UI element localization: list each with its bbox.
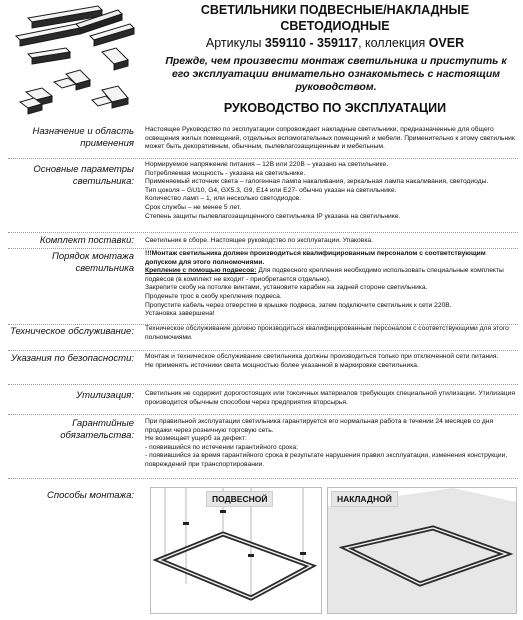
title-line-2: СВЕТОДИОДНЫЕ bbox=[280, 19, 390, 33]
mounting-label: Порядок монтажа светильника bbox=[51, 251, 134, 274]
mounting-text1: Для подвесного крепления необходимо использовать специальные комплекты подвесов (в комплект не входит - приобретается отдельно). bbox=[145, 267, 504, 283]
mounting-line: Пропустите кабель через отверстие в крышке подвеса, затем подключите светильник к сети 220В. bbox=[145, 301, 452, 309]
warranty-text bbox=[145, 418, 517, 470]
collection-name: OVER bbox=[428, 36, 465, 50]
param-line: Нормируемое напряжение питания – 12В или 220В – указано на светильнике. bbox=[145, 161, 389, 168]
pendant-label: ПОДВЕСНОЙ bbox=[206, 491, 273, 507]
disposal-label: Утилизация: bbox=[76, 390, 134, 401]
methods-label: Способы монтажа: bbox=[47, 490, 134, 501]
divider bbox=[8, 478, 518, 479]
purpose-text: Настоящее Руководство по эксплуатации сопровождает накладные светильники, предназначенные для общего освещения жилых помещений, отдельных вспомогательных помещений и мебели. Применительно к этому светильник может быть декоративным, обычным, пылевлагозащищенным и мебельным. bbox=[145, 126, 515, 151]
service-label: Техническое обслуживание: bbox=[10, 326, 134, 337]
param-line: Количество ламп – 1, или несколько светодиодов. bbox=[145, 195, 302, 203]
param-line: Потребляемая мощность - указана на светильнике. bbox=[145, 169, 306, 177]
divider bbox=[8, 158, 518, 159]
articles-range: 359110 - 359117 bbox=[264, 36, 359, 50]
divider bbox=[8, 414, 518, 415]
mounting-line: Установка завершена! bbox=[145, 310, 215, 318]
mounting-line: Закрепите скобу на потолке винтами, установите карабин на задней стороне светильника. bbox=[145, 284, 428, 292]
safety-line: Монтаж и техническое обслуживание светильника должны производиться только при отключенной сети питания. bbox=[145, 353, 499, 360]
param-line: Тип цоколя – GU10, G4, GX5.3, G9, E14 или E27- обычно указан на светильнике. bbox=[145, 186, 397, 194]
disposal-text: Светильник не содержит дорогостоящих или токсичных материалов требующих специальной утилизации. Утилизация производится обычным способом через предприятия вторсырья. bbox=[145, 390, 515, 406]
product-profiles-image bbox=[6, 4, 146, 122]
articles-line bbox=[150, 36, 520, 51]
param-line: Срок службы – не менее 5 лет. bbox=[145, 203, 242, 211]
param-line: Степень защиты пылевлагозащищенного светильника IP указана на светильнике. bbox=[145, 212, 401, 220]
divider bbox=[8, 232, 518, 233]
safety-label: Указания по безопасности: bbox=[11, 353, 134, 364]
kit-label: Комплект поставки: bbox=[39, 235, 134, 246]
warranty-line: - появившийся по истечении гарантийного срока; bbox=[145, 443, 298, 451]
warranty-line: - появившийся за время гарантийного срока в результате нарушения правил эксплуатации, изменения конструкции, повреждений при транспортировании. bbox=[145, 452, 508, 468]
divider bbox=[8, 384, 518, 385]
param-line: Применяемый источник света – галогенная лампа накаливания, зеркальная лампа накаливания, светодиоды. bbox=[145, 178, 489, 186]
manual-title: РУКОВОДСТВО ПО ЭКСПЛУАТАЦИИ bbox=[223, 101, 447, 115]
safety-line: Не применять источники света мощностью более указанной в маркировке светильника. bbox=[145, 361, 419, 369]
params-text bbox=[145, 161, 517, 221]
title-line-1: СВЕТИЛЬНИКИ ПОДВЕСНЫЕ/НАКЛАДНЫЕ bbox=[200, 3, 470, 17]
warranty-line: Не возмещает ущерб за дефект: bbox=[145, 435, 247, 443]
service-text: Техническое обслуживание должно производиться квалифицированным персоналом с соответствующими для этого полномочиями. bbox=[145, 325, 509, 341]
mounting-paragraph bbox=[145, 267, 517, 284]
mounting-warning: !!!Монтаж светильника должен производиться квалифицированным персоналом с соответствующим допуском для этого полномочиями. bbox=[145, 250, 486, 266]
params-label: Основные параметры светильника: bbox=[33, 164, 134, 187]
purpose-label: Назначение и область применения bbox=[32, 126, 134, 149]
surface-label: НАКЛАДНОЙ bbox=[331, 491, 398, 507]
divider bbox=[8, 248, 518, 249]
warranty-line: При правильной эксплуатации светильника гарантируется его нормальная работа в течении 24 месяцев со дня продажи через розничную торговую сеть. bbox=[145, 418, 494, 434]
header-warning: Прежде, чем произвести монтаж светильника и приступить к его эксплуатации внимательно ознакомьтесь с настоящим руководством. bbox=[165, 55, 507, 93]
mounting-subhead: Крепление с помощью подвесов: bbox=[145, 267, 257, 275]
mounting-line: Проденьте трос в скобу крепления подвеса. bbox=[145, 292, 282, 300]
kit-text: Светильник в сборе. Настоящее руководство по эксплуатации. Упаковка. bbox=[145, 237, 373, 244]
pendant-mount-illustration bbox=[150, 487, 322, 614]
safety-text bbox=[145, 353, 517, 370]
collection-prefix: , коллекция bbox=[358, 36, 429, 50]
mounting-text bbox=[145, 250, 517, 319]
articles-prefix: Артикулы bbox=[205, 36, 265, 50]
warranty-label: Гарантийные обязательства: bbox=[60, 418, 134, 441]
surface-mount-illustration bbox=[327, 487, 517, 614]
divider bbox=[8, 350, 518, 351]
